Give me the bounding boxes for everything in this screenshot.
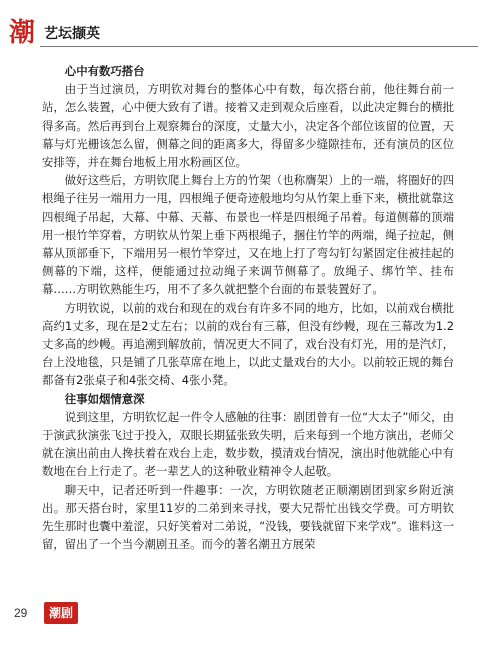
footer-logo-icon: 潮剧 [44, 602, 78, 624]
page-footer [0, 596, 490, 648]
paragraph: 方明钦说，以前的戏台和现在的戏台有许多不同的地方，比如，以前戏台横批高约1丈多，现在是2丈左右；以前的戏台有三幕，但没有纱幔，现在三幕改为1.2丈多高的纱幔。再追溯到解放前，情况更大不同了，戏台没有灯光，用的是汽灯，台上没地毯，只是铺了几张草席在地上，以此丈量戏台的大小。以前较正规的舞台都备有2张桌子和4张交椅、4张小凳。 [42, 300, 454, 388]
paragraph: 聊天中，记者还听到一件趣事：一次，方明钦随老正顺潮剧团到家乡附近演出。那天搭台时，家里11岁的二弟到来寻找，要大兄帮忙出钱交学费。可方明钦先生那时也囊中羞涩，只好笑着对二弟说，“没钱，要钱就留下来学戏”。谁料这一留，留出了一个当今潮剧丑圣。而今的著名潮丑方展荣 [42, 482, 454, 552]
section-heading: 心中有数巧搭台 [64, 64, 145, 78]
paragraph: 说到这里，方明钦忆起一件令人感触的往事：剧团曾有一位“大太子”师父，由于演武狄演张飞过于投入，双眼长期猛张致失明，后来每到一个地方演出，老师父就在演出前由人搀扶着在戏台上走，数步数，摸清戏台情况，演出时他就能心中有数地在台上行走了。老一辈艺人的这种敬业精神令人起敬。 [42, 409, 454, 479]
header-divider [40, 46, 478, 47]
article-body [42, 62, 454, 553]
magazine-logo-icon: 潮 [8, 18, 35, 48]
page-header [0, 18, 490, 48]
paragraph: 做好这些后，方明钦爬上舞台上方的竹架（也称膺架）上的一端，将圈好的四根绳子往另一端用力一甩，四根绳子便奇迹般地均匀从竹架上垂下来，横批就靠这四根绳子吊起，大幕、中幕、天幕、布景也一样是四根绳子吊着。每道侧幕的顶端用一根竹竿穿着，方明钦从竹架上垂下两根绳子，捆住竹竿的两端，绳子拉起，侧幕从顶部垂下，下端用另一根竹竿穿过，又在地上打了弯勾钉勾紧固定住被挂起的侧幕的下端，这样，便能通过拉动绳子来调节侧幕了。放绳子、绑竹竿、挂布幕……方明钦熟能生巧，用不了多久就把整个台面的布景装置好了。 [42, 173, 454, 297]
section-heading: 往事如烟情意深 [64, 391, 145, 406]
paragraph: 由于当过演员，方明钦对舞台的整体心中有数，每次搭台前，他往舞台前一站，怎么装置，心中便大致有了谱。接着又走到观众后座看，以此决定舞台的横批得多高。然后再到台上观察舞台的深度，丈量大小，决定各个部位该留的位置，天幕与灯光栅该怎么留，侧幕之间的距离多大，得留多少缝隙挂布，还有演员的区位安排等，并在舞台地板上用水粉画区位。 [42, 82, 454, 170]
column-title: 艺坛撷英 [44, 26, 100, 42]
page-number: 29 [14, 606, 28, 620]
